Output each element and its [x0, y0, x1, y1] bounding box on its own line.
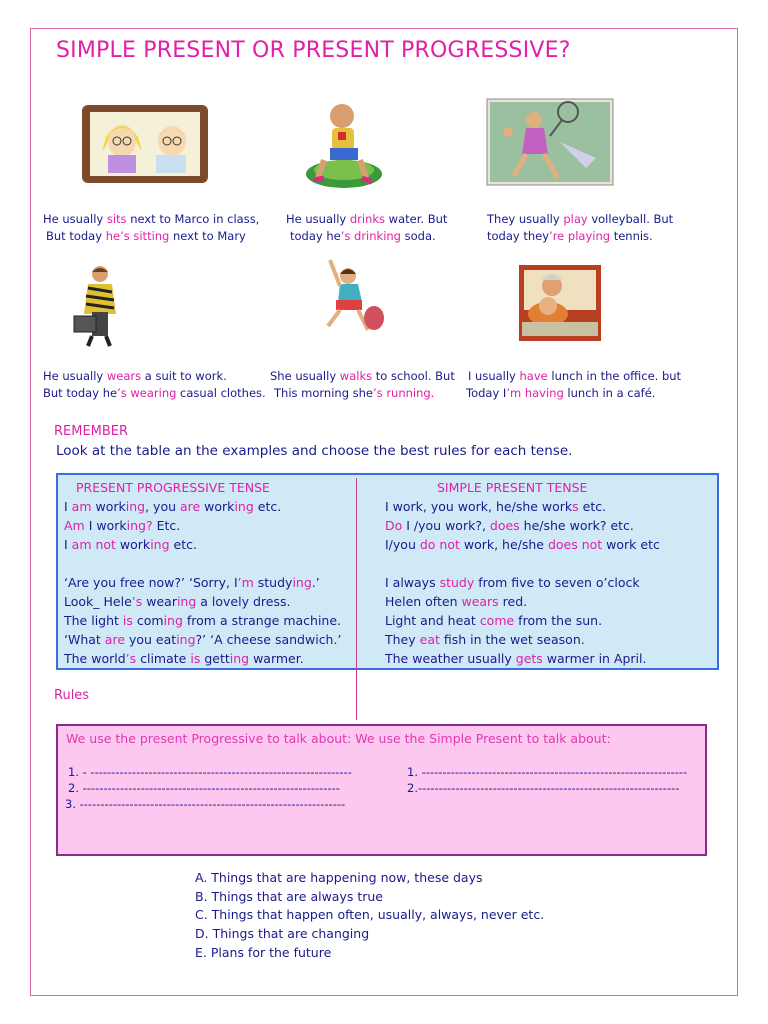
table-row: [64, 611, 341, 630]
row-segment: I/you: [385, 537, 420, 552]
row-segment: I always: [385, 575, 440, 590]
progressive-header: PRESENT PROGRESSIVE TENSE: [76, 480, 270, 495]
row-segment: wears: [461, 594, 499, 609]
table-row: [64, 535, 341, 554]
lunch-picture: [518, 264, 602, 342]
row-segment: ’s: [125, 651, 137, 666]
table-row: [385, 630, 660, 649]
row-segment: he/she work? etc.: [519, 518, 634, 533]
simple-header: SIMPLE PRESENT TENSE: [437, 480, 588, 495]
row-segment: are: [179, 499, 201, 514]
caption-line-1: They usually play volleyball. But: [487, 212, 674, 226]
row-segment: ’m: [237, 575, 254, 590]
simple-rule-1[interactable]: 1. ----------------------------------------------------------------: [407, 765, 688, 779]
row-segment: do not: [419, 537, 460, 552]
instruction-text: Look at the table an the examples and choose the best rules for each tense.: [56, 443, 573, 459]
caption-3: [487, 211, 673, 245]
table-row: [64, 516, 341, 535]
remember-heading: REMEMBER: [54, 424, 129, 439]
table-row: [64, 592, 341, 611]
caption-line-2: Today I’m having lunch in a café.: [466, 386, 656, 400]
row-segment: Look_ Hele: [64, 594, 132, 609]
row-segment: Light and heat: [385, 613, 480, 628]
row-segment: The world: [64, 651, 126, 666]
row-segment: They: [385, 632, 420, 647]
row-segment: ing: [234, 499, 254, 514]
simple-rule-2[interactable]: 2.---------------------------------------------------------------: [407, 781, 680, 795]
table-row: [385, 516, 660, 535]
table-row: [385, 611, 660, 630]
caption-line-1: He usually sits next to Marco in class,: [43, 212, 260, 226]
row-segment: study: [439, 575, 475, 590]
row-segment: ing: [292, 575, 312, 590]
table-row: [385, 573, 660, 592]
table-row: [385, 535, 660, 554]
row-segment: ing: [176, 594, 197, 609]
table-divider: [356, 478, 357, 720]
row-segment: ing: [150, 537, 170, 552]
table-row: [385, 554, 660, 573]
row-segment: work: [115, 537, 151, 552]
option-c: C. Things that happen often, usually, always, never etc.: [195, 907, 545, 922]
row-segment: ‘What: [64, 632, 105, 647]
row-segment: from five to seven o’clock: [474, 575, 640, 590]
classroom-picture: [80, 103, 210, 185]
caption-line-2: This morning she’s running.: [274, 386, 435, 400]
row-segment: I work, you work, he/she work: [385, 499, 573, 514]
row-segment: com: [132, 613, 164, 628]
table-row: [64, 649, 341, 668]
caption-6: [468, 368, 681, 402]
progressive-rule-1[interactable]: 1. - ---------------------------------------------------------------: [68, 765, 352, 779]
row-segment: The weather usually: [385, 651, 516, 666]
row-segment: warmer in April.: [542, 651, 647, 666]
row-segment: am not: [71, 537, 116, 552]
row-segment: Etc.: [152, 518, 181, 533]
row-segment: wear: [142, 594, 177, 609]
row-segment: ing?: [126, 518, 153, 533]
caption-line-2: But today he’s wearing casual clothes.: [43, 386, 266, 400]
row-segment: ing: [229, 651, 250, 666]
caption-5: [270, 368, 455, 402]
caption-line-2: today he’s drinking soda.: [290, 229, 436, 243]
businessman-picture: [70, 264, 126, 348]
table-row: [64, 573, 341, 592]
row-segment: you eat: [125, 632, 177, 647]
option-b: B. Things that are always true: [195, 889, 383, 904]
row-segment: is: [122, 613, 133, 628]
caption-line-1: He usually drinks water. But: [286, 212, 448, 226]
row-segment: work, he/she: [459, 537, 548, 552]
row-segment: , you: [145, 499, 180, 514]
row-segment: .’: [311, 575, 320, 590]
progressive-rule-3[interactable]: 3. ----------------------------------------------------------------: [65, 797, 346, 811]
row-segment: a lovely dress.: [196, 594, 291, 609]
row-segment: from the sun.: [514, 613, 603, 628]
table-row: [385, 649, 660, 668]
row-segment: work: [91, 499, 126, 514]
table-row: [385, 592, 660, 611]
table-row: [64, 554, 341, 573]
row-segment: does: [489, 518, 520, 533]
table-row: [64, 630, 341, 649]
rules-label: Rules: [54, 688, 90, 703]
row-segment: etc.: [253, 499, 282, 514]
page-title: SIMPLE PRESENT OR PRESENT PROGRESSIVE?: [56, 38, 571, 63]
row-segment: I: [64, 499, 72, 514]
row-segment: am: [71, 499, 92, 514]
option-e: E. Plans for the future: [195, 945, 332, 960]
caption-1: [43, 211, 259, 245]
row-segment: I work: [84, 518, 127, 533]
row-segment: etc.: [169, 537, 197, 552]
boy-drinking-picture: [302, 98, 384, 190]
row-segment: are: [104, 632, 126, 647]
row-segment: does not: [547, 537, 603, 552]
caption-line-2: today they’re playing tennis.: [487, 229, 653, 243]
row-segment: work etc: [602, 537, 660, 552]
row-segment: come: [479, 613, 515, 628]
caption-4: [43, 368, 266, 402]
row-segment: Helen often: [385, 594, 462, 609]
caption-line-2: But today he’s sitting next to Mary: [46, 229, 246, 243]
row-segment: The light: [64, 613, 123, 628]
row-segment: ?’ ‘A cheese sandwich.’: [195, 632, 342, 647]
row-segment: etc.: [578, 499, 607, 514]
option-a: A. Things that are happening now, these days: [195, 870, 483, 885]
caption-line-1: He usually wears a suit to work.: [43, 369, 227, 383]
progressive-column: [64, 497, 341, 668]
row-segment: eat: [419, 632, 440, 647]
tennis-picture: [486, 98, 614, 186]
caption-line-1: I usually have lunch in the office. but: [468, 369, 682, 383]
row-segment: gett: [200, 651, 230, 666]
row-segment: ‘Are you free now?’ ‘Sorry, I: [64, 575, 238, 590]
row-segment: ing: [176, 632, 196, 647]
row-segment: from a strange machine.: [182, 613, 342, 628]
row-segment: study: [253, 575, 293, 590]
row-segment: warmer.: [249, 651, 304, 666]
row-segment: red.: [498, 594, 528, 609]
row-segment: Am: [64, 518, 85, 533]
row-segment: I /you work?,: [402, 518, 490, 533]
row-segment: gets: [515, 651, 543, 666]
row-segment: fish in the wet season.: [439, 632, 585, 647]
table-row: [385, 497, 660, 516]
table-row: [64, 497, 341, 516]
girl-running-picture: [318, 256, 388, 338]
progressive-rule-2[interactable]: 2. --------------------------------------------------------------: [68, 781, 340, 795]
row-segment: work: [200, 499, 235, 514]
row-segment: ’s: [131, 594, 143, 609]
row-segment: Do: [385, 518, 403, 533]
row-segment: is: [190, 651, 201, 666]
caption-2: [286, 211, 447, 245]
row-segment: s: [572, 499, 579, 514]
caption-line-1: She usually walks to school. But: [270, 369, 455, 383]
row-segment: ing: [163, 613, 183, 628]
row-segment: climate: [136, 651, 191, 666]
option-d: D. Things that are changing: [195, 926, 370, 941]
row-segment: ing: [125, 499, 146, 514]
simple-column: [385, 497, 660, 668]
rules-box-header: We use the present Progressive to talk about: We use the Simple Present to talk about:: [66, 731, 611, 746]
row-segment: I: [64, 537, 72, 552]
